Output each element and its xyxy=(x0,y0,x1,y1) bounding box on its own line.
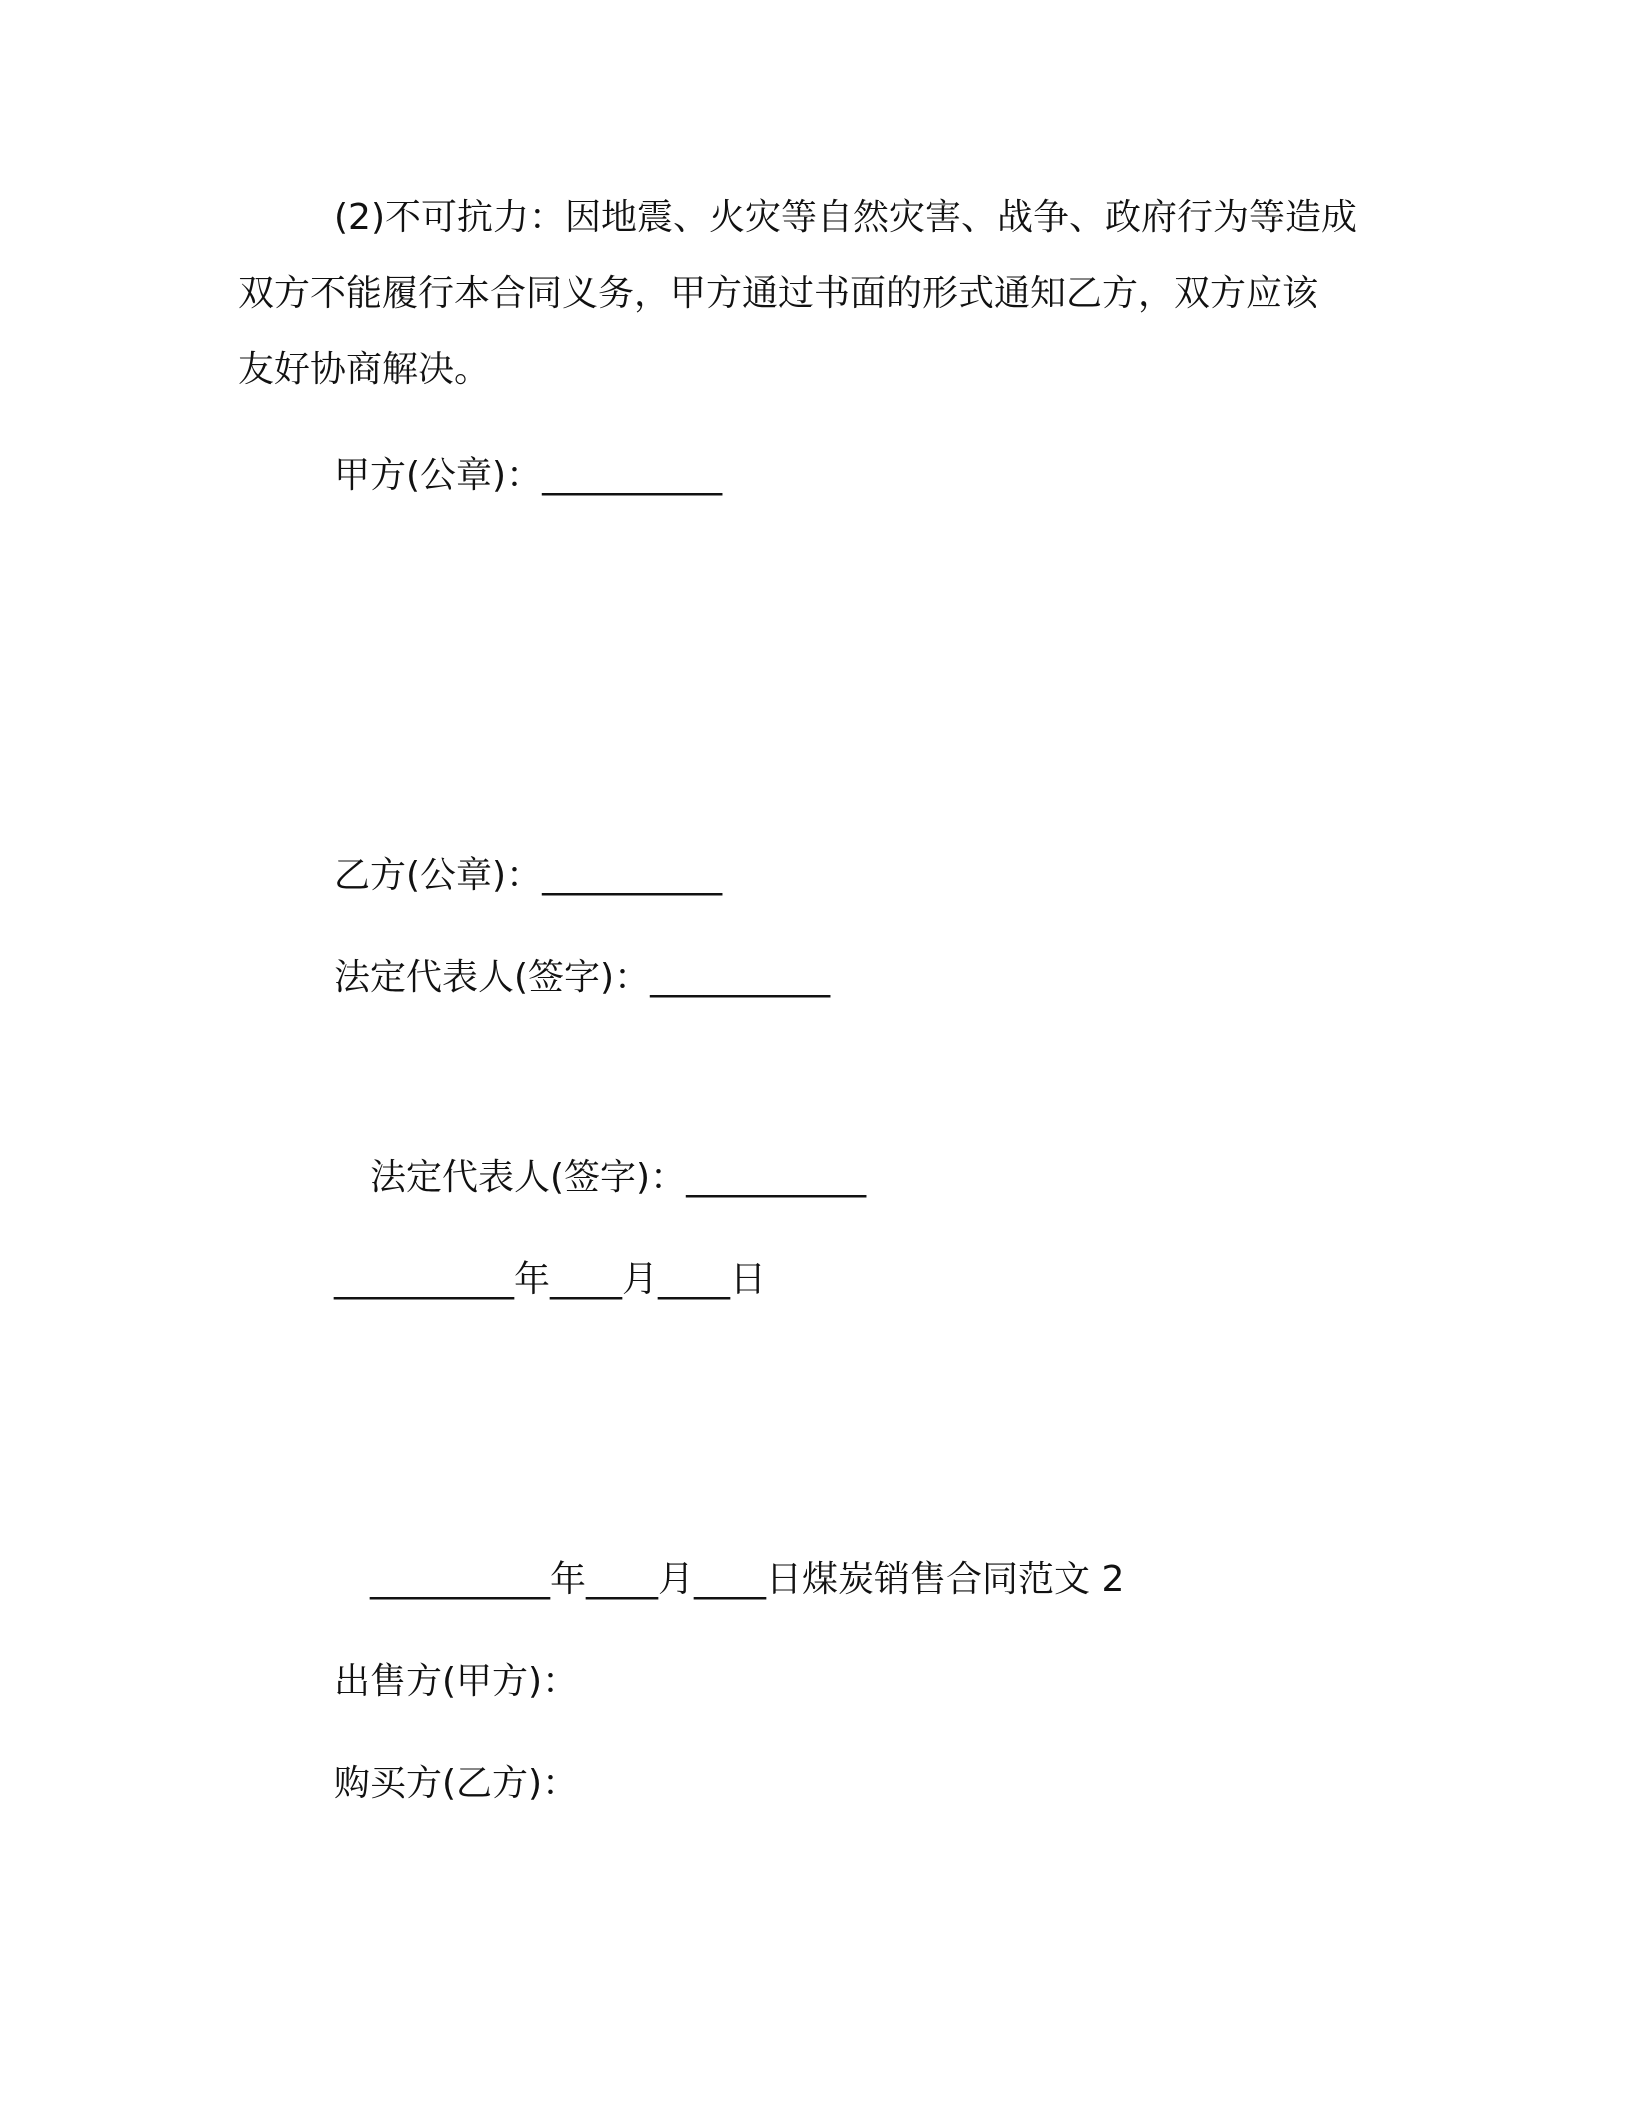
legal-representative-signature-line: 法定代表人(签字)：__________ xyxy=(334,957,831,998)
party-b-seal-line: 乙方(公章)：__________ xyxy=(334,855,723,896)
party-a-seal-line: 甲方(公章)：__________ xyxy=(334,455,723,496)
force-majeure-line-1: (2)不可抗力：因地震、火灾等自然灾害、战争、政府行为等造成 xyxy=(334,197,1357,238)
force-majeure-line-2: 双方不能履行本合同义务，甲方通过书面的形式通知乙方，双方应该 xyxy=(238,273,1319,314)
contract-title-line: __________年____月____日煤炭销售合同范文 2 xyxy=(370,1559,1125,1600)
buyer-line: 购买方(乙方)： xyxy=(334,1763,579,1804)
date-line: __________年____月____日 xyxy=(334,1259,766,1300)
force-majeure-line-3: 友好协商解决。 xyxy=(238,349,491,390)
seller-line: 出售方(甲方)： xyxy=(334,1661,579,1702)
legal-representative-signature-line-2: 法定代表人(签字)：__________ xyxy=(370,1157,867,1198)
